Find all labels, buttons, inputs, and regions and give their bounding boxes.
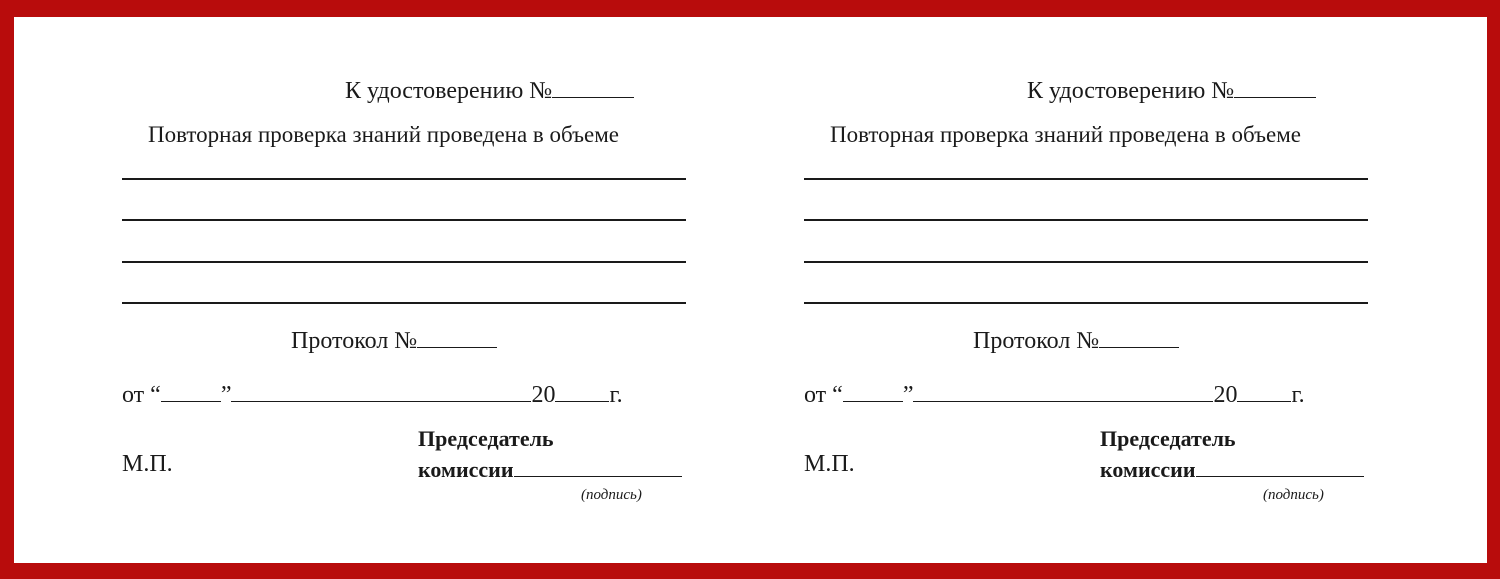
year-suffix: г. <box>609 382 623 408</box>
date-day-blank[interactable] <box>843 381 903 402</box>
protocol-number-line <box>291 327 497 353</box>
date-prefix: от “ <box>122 382 161 408</box>
date-month-blank[interactable] <box>913 381 1213 402</box>
protocol-label: Протокол № <box>291 328 418 354</box>
chairman-signature-blank[interactable] <box>514 456 682 477</box>
protocol-number-blank[interactable] <box>417 327 497 348</box>
commission-label: комиссии <box>418 457 514 482</box>
commission-signature-line <box>418 456 682 481</box>
year-prefix: 20 <box>1213 382 1238 408</box>
chairman-label: Председатель <box>1100 426 1236 451</box>
scope-line-2[interactable] <box>122 219 686 221</box>
protocol-number-line <box>973 327 1179 353</box>
scope-line-1[interactable] <box>122 178 686 180</box>
commission-signature-line <box>1100 456 1364 481</box>
signature-hint: (подпись) <box>581 487 642 503</box>
year-suffix: г. <box>1291 382 1305 408</box>
stamp-place-label: М.П. <box>122 451 173 477</box>
date-quote-close: ” <box>220 382 232 408</box>
recheck-scope-heading: Повторная проверка знаний проведена в объеме <box>148 122 620 147</box>
chairman-signature-blank[interactable] <box>1196 456 1364 477</box>
scope-line-2[interactable] <box>804 219 1368 221</box>
scope-line-3[interactable] <box>122 261 686 263</box>
certificate-number-blank[interactable] <box>552 77 634 98</box>
date-month-blank[interactable] <box>231 381 531 402</box>
certificate-number-line <box>345 77 634 103</box>
scope-line-3[interactable] <box>804 261 1368 263</box>
year-prefix: 20 <box>531 382 556 408</box>
stamp-place-label: М.П. <box>804 451 855 477</box>
recheck-form-left <box>0 0 642 579</box>
certificate-label: К удостоверению № <box>345 78 553 104</box>
protocol-date-line <box>804 381 1305 407</box>
certificate-number-blank[interactable] <box>1234 77 1316 98</box>
scope-line-4[interactable] <box>122 302 686 304</box>
certificate-number-line <box>1027 77 1316 103</box>
date-day-blank[interactable] <box>161 381 221 402</box>
protocol-date-line <box>122 381 623 407</box>
recheck-scope-heading: Повторная проверка знаний проведена в объеме <box>830 122 1302 147</box>
scope-line-1[interactable] <box>804 178 1368 180</box>
scope-line-4[interactable] <box>804 302 1368 304</box>
date-year-blank[interactable] <box>1237 381 1291 402</box>
protocol-number-blank[interactable] <box>1099 327 1179 348</box>
chairman-label: Председатель <box>418 426 554 451</box>
signature-hint: (подпись) <box>1263 487 1324 503</box>
commission-label: комиссии <box>1100 457 1196 482</box>
protocol-label: Протокол № <box>973 328 1100 354</box>
recheck-form-right <box>682 0 1324 579</box>
certificate-label: К удостоверению № <box>1027 78 1235 104</box>
date-prefix: от “ <box>804 382 843 408</box>
date-year-blank[interactable] <box>555 381 609 402</box>
date-quote-close: ” <box>902 382 914 408</box>
